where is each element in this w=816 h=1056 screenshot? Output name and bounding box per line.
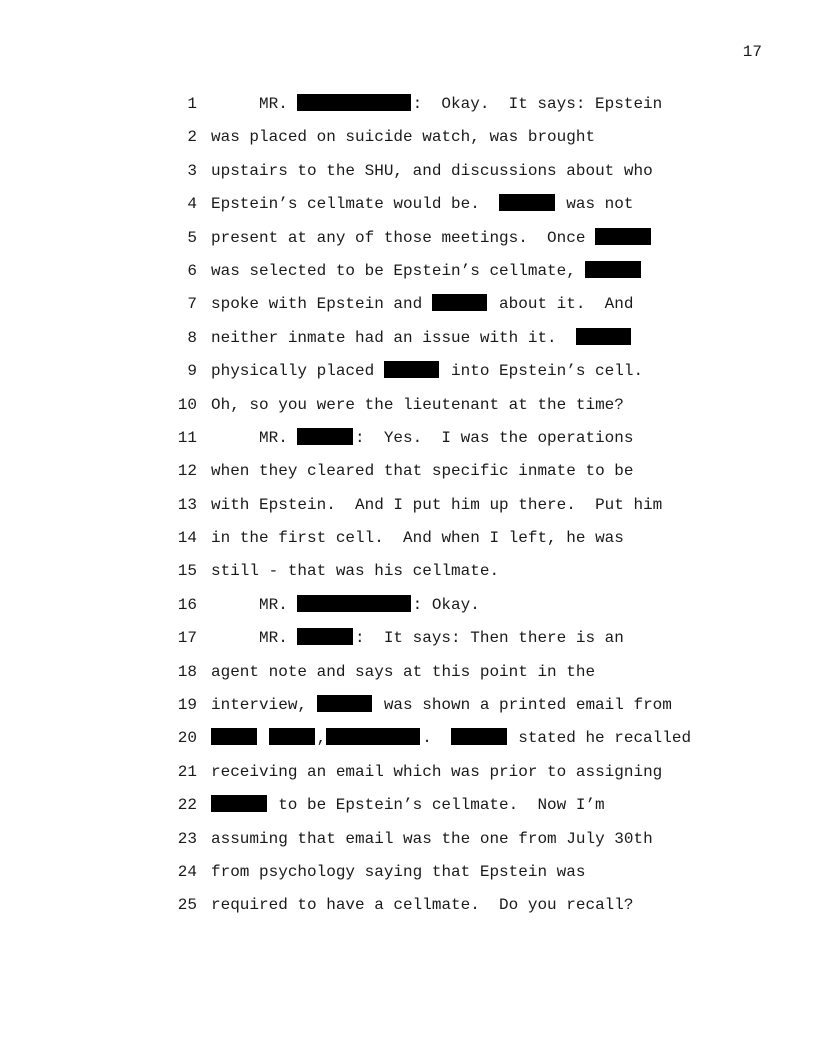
- redaction-bar: [297, 628, 353, 645]
- transcript-line: [0, 260, 816, 293]
- transcript-body: [0, 93, 816, 928]
- transcript-line: [0, 293, 816, 326]
- transcript-line: [0, 360, 816, 393]
- line-text: [211, 260, 643, 282]
- text-segment: present at any of those meetings. Once: [211, 228, 596, 247]
- line-number: 21: [177, 762, 197, 781]
- transcript-line: [0, 160, 816, 193]
- text-segment: from psychology saying that Epstein was: [211, 862, 586, 881]
- text-segment: [259, 729, 269, 747]
- text-segment: required to have a cellmate. Do you recall?: [211, 896, 634, 915]
- line-text: [211, 360, 643, 382]
- line-text: [211, 327, 633, 349]
- line-text: [211, 227, 653, 249]
- line-number: 17: [177, 629, 197, 648]
- redaction-bar: [499, 194, 555, 211]
- transcript-line: [0, 894, 816, 927]
- line-text: [211, 427, 633, 449]
- transcript-line: [0, 694, 816, 727]
- line-number: 19: [177, 696, 197, 715]
- transcript-line: [0, 126, 816, 159]
- text-segment: MR.: [211, 595, 298, 614]
- line-number: 24: [177, 862, 197, 881]
- transcript-line: [0, 761, 816, 794]
- transcript-line: [0, 394, 816, 427]
- redaction-bar: [451, 728, 507, 745]
- redaction-bar: [297, 94, 410, 111]
- transcript-line: [0, 828, 816, 861]
- text-segment: neither inmate had an issue with it.: [211, 328, 576, 347]
- line-number: 2: [187, 128, 197, 147]
- redaction-bar: [211, 795, 267, 812]
- line-number: 23: [177, 829, 197, 848]
- transcript-line: [0, 193, 816, 226]
- line-number: 6: [187, 261, 197, 280]
- line-text: [211, 694, 672, 716]
- redaction-bar: [297, 428, 353, 445]
- line-text: [211, 894, 633, 916]
- text-segment: : Okay. It says: Epstein: [412, 95, 663, 113]
- line-text: [211, 494, 662, 516]
- line-number: 3: [187, 161, 197, 180]
- redaction-bar: [595, 228, 651, 245]
- line-text: [211, 828, 653, 850]
- line-number: 11: [177, 428, 197, 447]
- line-number: 5: [187, 228, 197, 247]
- text-segment: receiving an email which was prior to assigning: [211, 762, 663, 781]
- line-number: 16: [177, 595, 197, 614]
- text-segment: .: [422, 729, 452, 748]
- transcript-line: [0, 460, 816, 493]
- transcript-line: [0, 527, 816, 560]
- transcript-line: [0, 861, 816, 894]
- text-segment: was not: [556, 195, 634, 214]
- transcript-line: [0, 327, 816, 360]
- text-segment: was placed on suicide watch, was brought: [211, 128, 596, 147]
- text-segment: stated he recalled: [508, 729, 692, 748]
- text-segment: assuming that email was the one from July 30th: [211, 829, 653, 848]
- text-segment: : It says: Then there is an: [355, 629, 624, 648]
- redaction-bar: [432, 294, 488, 311]
- line-number: 7: [187, 295, 197, 314]
- text-segment: with Epstein. And I put him up there. Put him: [211, 495, 663, 514]
- transcript-line: [0, 727, 816, 760]
- text-segment: : Yes. I was the operations: [355, 428, 634, 447]
- transcript-line: [0, 661, 816, 694]
- line-text: [211, 594, 480, 616]
- line-text: [211, 460, 633, 482]
- redaction-bar: [576, 328, 632, 345]
- redaction-bar: [317, 695, 373, 712]
- text-segment: spoke with Epstein and: [211, 295, 432, 314]
- line-text: [211, 293, 633, 315]
- line-text: [211, 861, 585, 883]
- page-number: 17: [742, 43, 762, 61]
- transcript-line: [0, 560, 816, 593]
- text-segment: upstairs to the SHU, and discussions about who: [211, 161, 653, 180]
- text-segment: still - that was his cellmate.: [211, 562, 500, 581]
- line-number: 12: [177, 462, 197, 481]
- text-segment: physically placed: [211, 362, 384, 381]
- text-segment: was shown a printed email from: [374, 696, 672, 715]
- transcript-line: [0, 494, 816, 527]
- line-number: 8: [187, 328, 197, 347]
- text-segment: when they cleared that specific inmate to be: [211, 462, 634, 481]
- text-segment: in the first cell. And when I left, he was: [211, 529, 624, 548]
- line-text: [211, 527, 624, 549]
- text-segment: : Okay.: [412, 595, 480, 614]
- line-text: [211, 560, 499, 582]
- line-number: 10: [177, 395, 197, 414]
- transcript-line: [0, 627, 816, 660]
- line-number: 25: [177, 896, 197, 915]
- line-text: [211, 160, 653, 182]
- line-text: [211, 727, 691, 749]
- text-segment: MR.: [211, 428, 298, 447]
- line-number: 18: [177, 662, 197, 681]
- line-number: 14: [177, 529, 197, 548]
- redaction-bar: [297, 595, 410, 612]
- line-number: 20: [177, 729, 197, 748]
- transcript-line: [0, 794, 816, 827]
- text-segment: into Epstein’s cell.: [441, 362, 644, 381]
- text-segment: was selected to be Epstein’s cellmate,: [211, 261, 586, 280]
- line-text: [211, 193, 633, 215]
- line-text: [211, 93, 662, 115]
- line-number: 13: [177, 495, 197, 514]
- text-segment: agent note and says at this point in the: [211, 662, 596, 681]
- line-text: [211, 761, 662, 783]
- text-segment: MR.: [211, 95, 298, 113]
- line-text: [211, 394, 624, 416]
- text-segment: Epstein’s cellmate would be.: [211, 195, 500, 214]
- transcript-line: [0, 227, 816, 260]
- line-number: 15: [177, 562, 197, 581]
- text-segment: about it. And: [489, 295, 634, 314]
- text-segment: MR.: [211, 629, 298, 648]
- redaction-bar: [384, 361, 440, 378]
- line-text: [211, 661, 595, 683]
- text-segment: to be Epstein’s cellmate. Now I’m: [268, 796, 605, 815]
- redaction-bar: [211, 728, 257, 745]
- line-text: [211, 794, 605, 816]
- line-text: [211, 627, 624, 649]
- line-number: 9: [187, 362, 197, 381]
- redaction-bar: [326, 728, 420, 745]
- text-segment: interview,: [211, 696, 317, 715]
- line-number: 22: [177, 796, 197, 815]
- redaction-bar: [269, 728, 315, 745]
- transcript-line: [0, 427, 816, 460]
- text-segment: ,: [316, 729, 327, 748]
- line-number: 4: [187, 195, 197, 214]
- line-text: [211, 126, 595, 148]
- redaction-bar: [585, 261, 641, 278]
- text-segment: Oh, so you were the lieutenant at the time?: [211, 395, 624, 414]
- line-number: 1: [187, 95, 197, 113]
- transcript-line: [0, 594, 816, 627]
- transcript-line: [0, 93, 816, 126]
